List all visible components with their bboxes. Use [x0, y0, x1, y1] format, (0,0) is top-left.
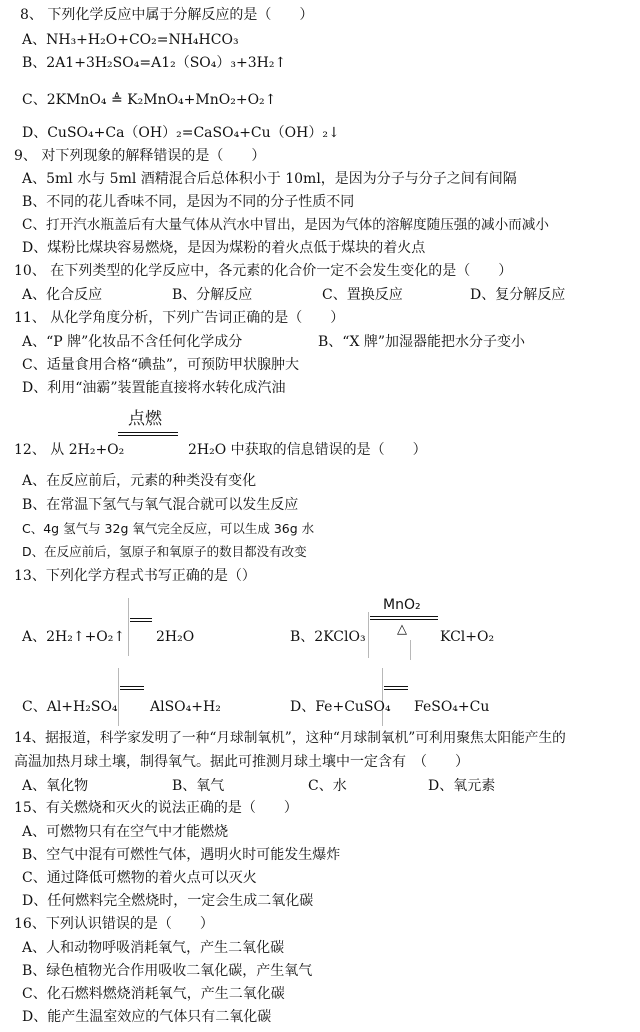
- q13-stem: 13、下列化学方程式书写正确的是（）: [14, 568, 256, 584]
- q13-b-heat-symbol: △: [397, 622, 407, 637]
- q9-stem: 9、 对下列现象的解释错误的是（ ）: [14, 148, 266, 164]
- q14-stem-line2: 高温加热月球土壤，制得氧气。据此可推测月球土壤中一定含有 （ ）: [14, 754, 469, 770]
- q15-option-a: A、可燃物只有在空气中才能燃烧: [22, 824, 229, 840]
- q8-option-c: C、2KMnO₄ ≜ K₂MnO₄+MnO₂+O₂↑: [22, 92, 277, 108]
- q12-stem-left: 12、 从 2H₂+O₂: [14, 442, 125, 458]
- q13-option-c-right: AlSO₄+H₂: [150, 699, 221, 715]
- q14-option-c: C、水: [308, 778, 347, 794]
- q13-b-catalyst: MnO₂: [383, 597, 421, 613]
- q13-a-box-edge: [128, 598, 129, 656]
- q8-stem: 8、 下列化学反应中属于分解反应的是（ ）: [20, 7, 314, 23]
- q13-b-box-edge-right: [410, 640, 411, 660]
- q14-stem-line1: 14、据报道，科学家发明了一种“月球制氧机”，这种“月球制氧机”可利用聚焦太阳能产生的: [14, 730, 566, 746]
- q9-option-b: B、不同的花儿香味不同，是因为不同的分子性质不同: [22, 194, 355, 210]
- q13-c-equation-bar: [120, 686, 144, 690]
- q12-equation-bar: [118, 432, 178, 436]
- q14-option-b: B、氧气: [172, 778, 225, 794]
- q12-option-c: C、4g 氢气与 32g 氧气完全反应，可以生成 36g 水: [22, 521, 315, 536]
- q10-option-b: B、分解反应: [172, 287, 253, 303]
- q8-option-a: A、NH₃+H₂O+CO₂=NH₄HCO₃: [22, 32, 239, 48]
- q8-option-b: B、2A1+3H₂SO₄=A1₂（SO₄）₃+3H₂↑: [22, 55, 287, 71]
- q12-option-b: B、在常温下氢气与氧气混合就可以发生反应: [22, 497, 299, 513]
- q10-option-c: C、置换反应: [322, 287, 403, 303]
- q13-option-a-right: 2H₂O: [156, 629, 195, 645]
- q13-option-b-left: B、2KClO₃: [290, 629, 366, 645]
- q16-option-b: B、绿色植物光合作用吸收二氧化碳，产生氧气: [22, 963, 313, 979]
- q9-option-d: D、煤粉比煤块容易燃烧，是因为煤粉的着火点低于煤块的着火点: [22, 240, 426, 256]
- q11-option-a: A、“P 牌”化妆品不含任何化学成分: [22, 334, 243, 350]
- q8-option-d: D、CuSO₄+Ca（OH）₂=CaSO₄+Cu（OH）₂↓: [22, 125, 340, 141]
- q13-d-equation-bar: [384, 686, 408, 690]
- q9-option-c: C、打开汽水瓶盖后有大量气体从汽水中冒出，是因为气体的溶解度随压强的减小而减小: [22, 217, 549, 233]
- q12-option-a: A、在反应前后，元素的种类没有变化: [22, 473, 257, 489]
- q9-option-a: A、5ml 水与 5ml 酒精混合后总体积小于 10ml，是因为分子与分子之间有间隔: [22, 171, 517, 187]
- q10-stem: 10、 在下列类型的化学反应中，各元素的化合价一定不会发生变化的是（ ）: [14, 263, 513, 279]
- q13-a-equation-bar: [130, 618, 152, 622]
- q15-option-b: B、空气中混有可燃性气体，遇明火时可能发生爆炸: [22, 847, 341, 863]
- q13-option-a-left: A、2H₂↑+O₂↑: [22, 629, 126, 645]
- q13-option-d-right: FeSO₄+Cu: [414, 699, 490, 715]
- q12-condition-label: 点燃: [128, 409, 162, 429]
- q13-option-c-left: C、Al+H₂SO₄: [22, 699, 118, 715]
- q13-b-box-edge: [368, 612, 369, 658]
- q15-stem: 15、有关燃烧和灭火的说法正确的是（ ）: [14, 800, 298, 816]
- q12-option-d: D、在反应前后，氢原子和氧原子的数目都没有改变: [22, 544, 307, 559]
- q13-b-equation-bar: [370, 616, 438, 620]
- q11-stem: 11、 从化学角度分析，下列广告词正确的是（ ）: [14, 310, 345, 326]
- q16-option-a: A、人和动物呼吸消耗氧气，产生二氧化碳: [22, 940, 285, 956]
- q10-option-d: D、复分解反应: [470, 287, 566, 303]
- q13-d-box-edge: [382, 668, 383, 726]
- q16-stem: 16、下列认识错误的是（ ）: [14, 916, 214, 932]
- q16-option-c: C、化石燃料燃烧消耗氧气，产生二氧化碳: [22, 986, 285, 1002]
- q15-option-d: D、任何燃料完全燃烧时，一定会生成二氧化碳: [22, 893, 314, 909]
- q10-option-a: A、化合反应: [22, 287, 103, 303]
- q12-stem-right: 2H₂O 中获取的信息错误的是（ ）: [188, 442, 427, 458]
- q11-option-d: D、利用“油霸”装置能直接将水转化成汽油: [22, 380, 286, 396]
- q13-option-b-right: KCl+O₂: [440, 629, 495, 645]
- q16-option-d: D、能产生温室效应的气体只有二氧化碳: [22, 1009, 272, 1025]
- q11-option-c: C、适量食用合格“碘盐”，可预防甲状腺肿大: [22, 357, 300, 373]
- q13-c-box-edge: [118, 668, 119, 726]
- q14-option-a: A、氧化物: [22, 778, 89, 794]
- q14-option-d: D、氧元素: [428, 778, 496, 794]
- q15-option-c: C、通过降低可燃物的着火点可以灭火: [22, 870, 257, 886]
- q13-option-d-left: D、Fe+CuSO₄: [290, 699, 391, 715]
- q11-option-b: B、“X 牌”加湿器能把水分子变小: [318, 334, 526, 350]
